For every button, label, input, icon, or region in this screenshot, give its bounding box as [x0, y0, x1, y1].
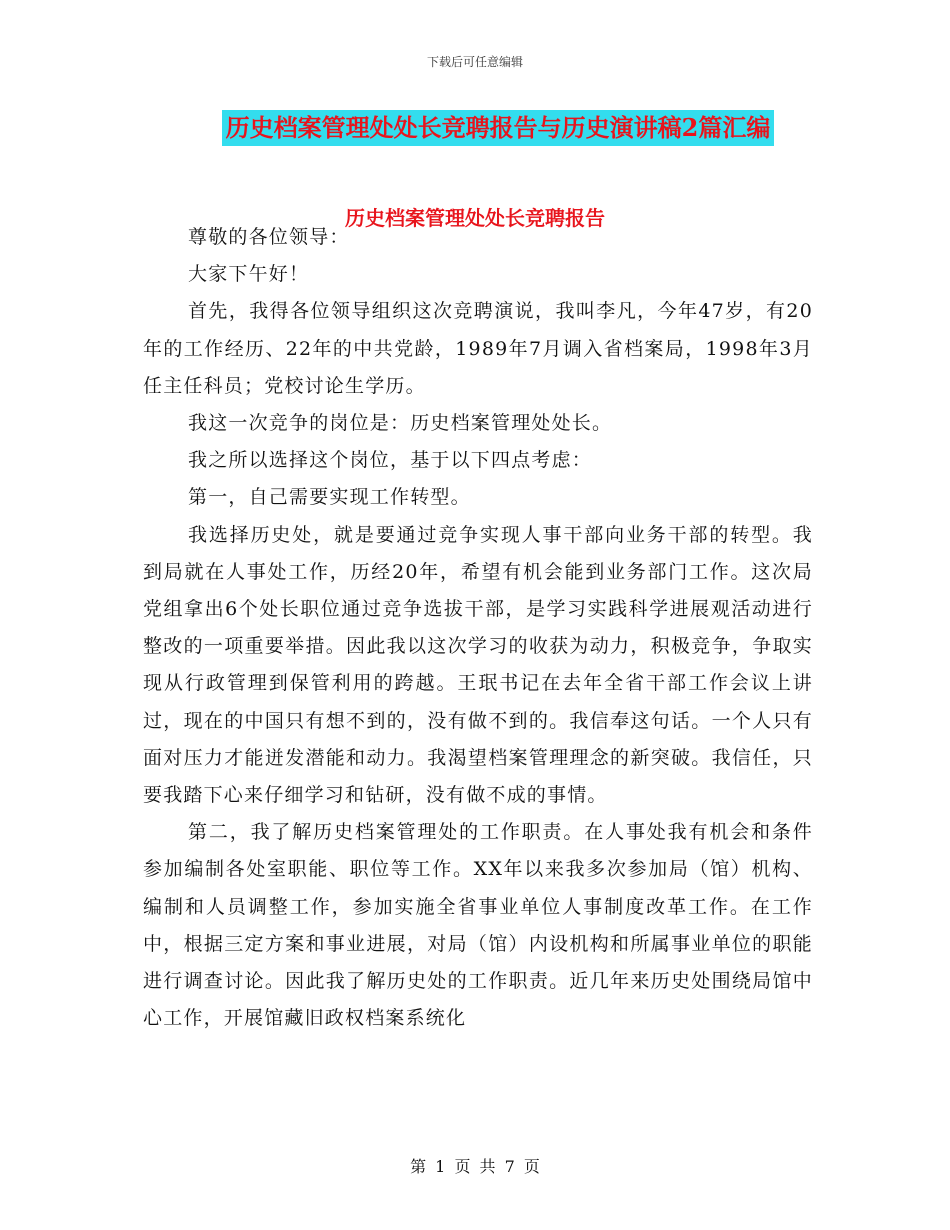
- section-title: 历史档案管理处处长竞聘报告: [345, 206, 605, 230]
- page-header-note: 下载后可任意编辑: [426, 55, 523, 69]
- paragraph-reason-one-heading: 第一，自己需要实现工作转型。: [188, 486, 471, 509]
- document-title-container: [0, 110, 950, 146]
- document-title: 历史档案管理处处长竞聘报告与历史演讲稿2篇汇编: [222, 110, 775, 146]
- paragraph-position: 我这一次竞争的岗位是：历史档案管理处处长。: [188, 412, 613, 435]
- paragraph-reason-two: 第二，我了解历史档案管理处的工作职责。在人事处我有机会和条件参加编制各处室职能、职位等工作。XX年以来我多次参加局（馆）机构、编制和人员调整工作，参加实施全省事业单位人事制度改革工作。在工作中，根据三定方案和事业进展，对局（馆）内设机构和所属事业单位的职能进行调查讨论。因此我了解历史处的工作职责。近几年来历史处围绕局馆中心工作，开展馆藏旧政权档案系统化: [143, 821, 813, 1030]
- page-number: 第 1 页 共 7 页: [410, 1157, 540, 1176]
- paragraph-greeting: 大家下午好！: [188, 263, 310, 286]
- document-body: [143, 219, 813, 1037]
- paragraph-introduction: 首先，我得各位领导组织这次竞聘演说，我叫李凡，今年47岁，有20年的工作经历、22年的中共党龄，1989年7月调入省档案局，1998年3月任主任科员；党校讨论生学历。: [143, 300, 813, 397]
- paragraph-reason-one-body: 我选择历史处，就是要通过竞争实现人事干部向业务干部的转型。我到局就在人事处工作，历经20年，希望有机会能到业务部门工作。这次局党组拿出6个处长职位通过竞争选拔干部，是学习实践科学进展观活动进行整改的一项重要举措。因此我以这次学习的收获为动力，积极竞争，争取实现从行政管理到保管利用的跨越。王珉书记在去年全省干部工作会议上讲过，现在的中国只有想不到的，没有做不到的。我信奉这句话。一个人只有面对压力才能迸发潜能和动力。我渴望档案管理理念的新突破。我信任，只要我踏下心来仔细学习和钻研，没有做不成的事情。: [143, 523, 813, 807]
- paragraph-salutation: 尊敬的各位领导：: [188, 226, 350, 248]
- paragraph-reasons-intro: 我之所以选择这个岗位，基于以下四点考虑：: [188, 449, 593, 472]
